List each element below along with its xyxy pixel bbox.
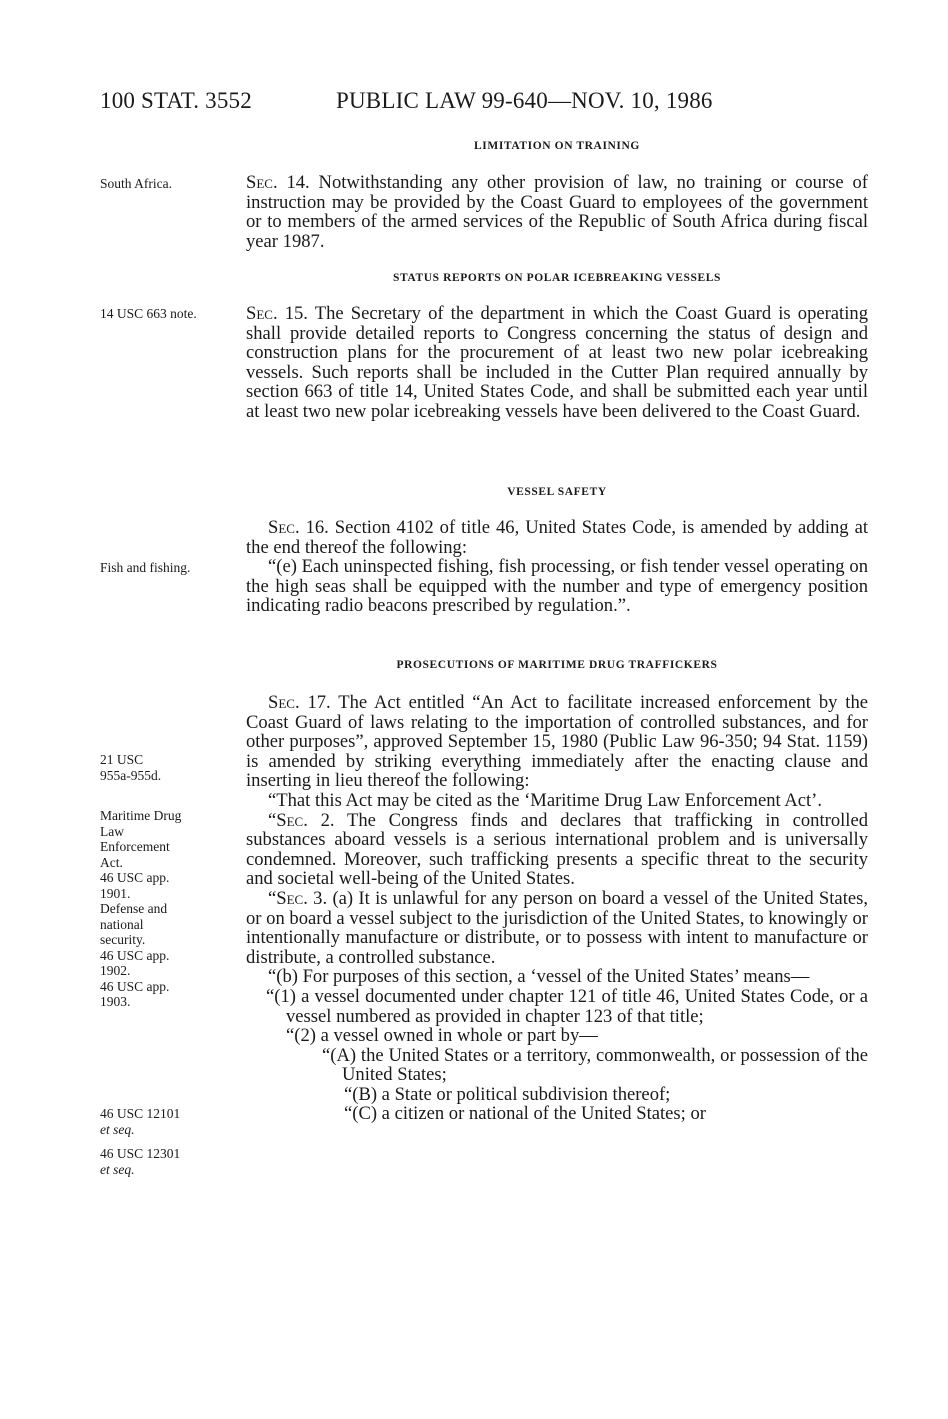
section-17 [246,693,868,1124]
section-heading: LIMITATION ON TRAINING [474,140,640,152]
section-14 [246,173,868,251]
sec-label: Sec [246,172,273,193]
sec-label: Sec [276,887,304,909]
section-text: “(B) a State or political subdivision thereof; [344,1083,671,1105]
margin-note-line: 46 USC 12101 [100,1106,181,1121]
section-text: “(C) a citizen or national of the United States; or [344,1103,706,1125]
margin-note-line: 46 USC app. [100,978,170,994]
margin-note: South Africa. [100,176,172,191]
section-text: “(2) a vessel owned in whole or part by— [286,1025,598,1047]
section-16 [246,518,868,616]
page-title: PUBLIC LAW 99-640—NOV. 10, 1986 [336,88,713,113]
section-text: . 17. The Act entitled “An Act to facilitate increased enforcement by the Coast Guard of laws relating to the importation of controlled substances, and for other purposes”, approved September 15, 1980 (Public Law 96-350; 94 Stat. 1159) is amended by striking everything immediately after the enacting clause and inserting in lieu thereof the following: [246,692,868,792]
quote-mark: “ [268,809,277,831]
page-stat-number: 100 STAT. 3552 [100,88,252,113]
quote-mark: “ [268,887,277,909]
sec-label: Sec [268,692,295,713]
section-text: . 16. Section 4102 of title 46, United States Code, is amended by adding at the end thereof the following: [246,517,868,558]
margin-note-block [100,1106,240,1137]
section-heading: STATUS REPORTS ON POLAR ICEBREAKING VESSELS [393,272,721,284]
margin-note-line: security. [100,932,146,947]
margin-note-line: Maritime Drug [100,808,182,823]
margin-note-block [100,1146,240,1177]
margin-note-line: 46 USC app. [100,870,170,885]
margin-note-line: national [100,916,144,932]
margin-note-line: Act. [100,854,123,870]
margin-note-block [100,808,240,1010]
sec-label: Sec [246,303,273,324]
margin-note-line: 21 USC [100,752,144,767]
margin-note-line: 1903. [100,994,131,1009]
section-text: . 15. The Secretary of the department in which the Coast Guard is operating shall provide detailed reports to Congress concerning the status of design and construction plans for the procurement of at least two new polar icebreaking vessels. Such reports shall be included in the Cutter Plan required annually by section 663 of title 14, United States Code, and shall be submitted each year until at least two new polar icebreaking vessels have been delivered to the Coast Guard. [246,303,868,422]
section-text: . 2. The Congress finds and declares that trafficking in controlled substances aboard vessels is a serious international problem and is universally condemned. Moreover, such trafficking presents a specific threat to the security and societal well-being of the United States. [246,809,868,890]
margin-note-line: 46 USC app. [100,947,170,963]
margin-note-line: Law [100,823,124,839]
margin-note-line: Defense and [100,901,168,916]
margin-note-line: 46 USC 12301 [100,1146,181,1161]
margin-note-line: et seq. [100,1161,135,1177]
section-heading: VESSEL SAFETY [507,486,607,498]
section-text: “(A) the United States or a territory, commonwealth, or possession of the United States; [322,1044,868,1086]
section-text: “(b) For purposes of this section, a ‘vessel of the United States’ means— [268,966,810,988]
margin-note-21-usc [100,752,240,783]
margin-note-line: 955a-955d. [100,767,162,783]
section-text: . 3. (a) It is unlawful for any person on board a vessel of the United States, or on board a vessel subject to the jurisdiction of the United States, to knowingly or intentionally manufacture or distribute, or to possess with intent to manufacture or distribute, a controlled substance. [246,887,868,968]
section-text: “(e) Each uninspected fishing, fish processing, or fish tender vessel operating on the high seas shall be equipped with the number and type of emergency position indicating radio beacons prescribed by regulation.”. [246,556,868,617]
section-heading: PROSECUTIONS OF MARITIME DRUG TRAFFICKERS [396,659,718,671]
margin-note-line: 1901. [100,885,131,901]
margin-note-line: Enforcement [100,839,170,854]
section-15 [246,304,868,422]
margin-note: 14 USC 663 note. [100,306,197,321]
margin-note-line: et seq. [100,1121,135,1137]
sec-label: Sec [268,517,295,538]
section-text: “(1) a vessel documented under chapter 121 of title 46, United States Code, or a vessel numbered as provided in chapter 123 of that title; [266,985,868,1027]
section-text: “That this Act may be cited as the ‘Maritime Drug Law Enforcement Act’. [268,789,823,811]
margin-note: Fish and fishing. [100,560,191,575]
sec-label: Sec [276,809,304,831]
section-text: . 14. Notwithstanding any other provision of law, no training or course of instruction may be provided by the Coast Guard to employees of the government or to members of the armed services of the Republic of South Africa during fiscal year 1987. [246,172,868,252]
margin-note-line: 1902. [100,963,131,978]
